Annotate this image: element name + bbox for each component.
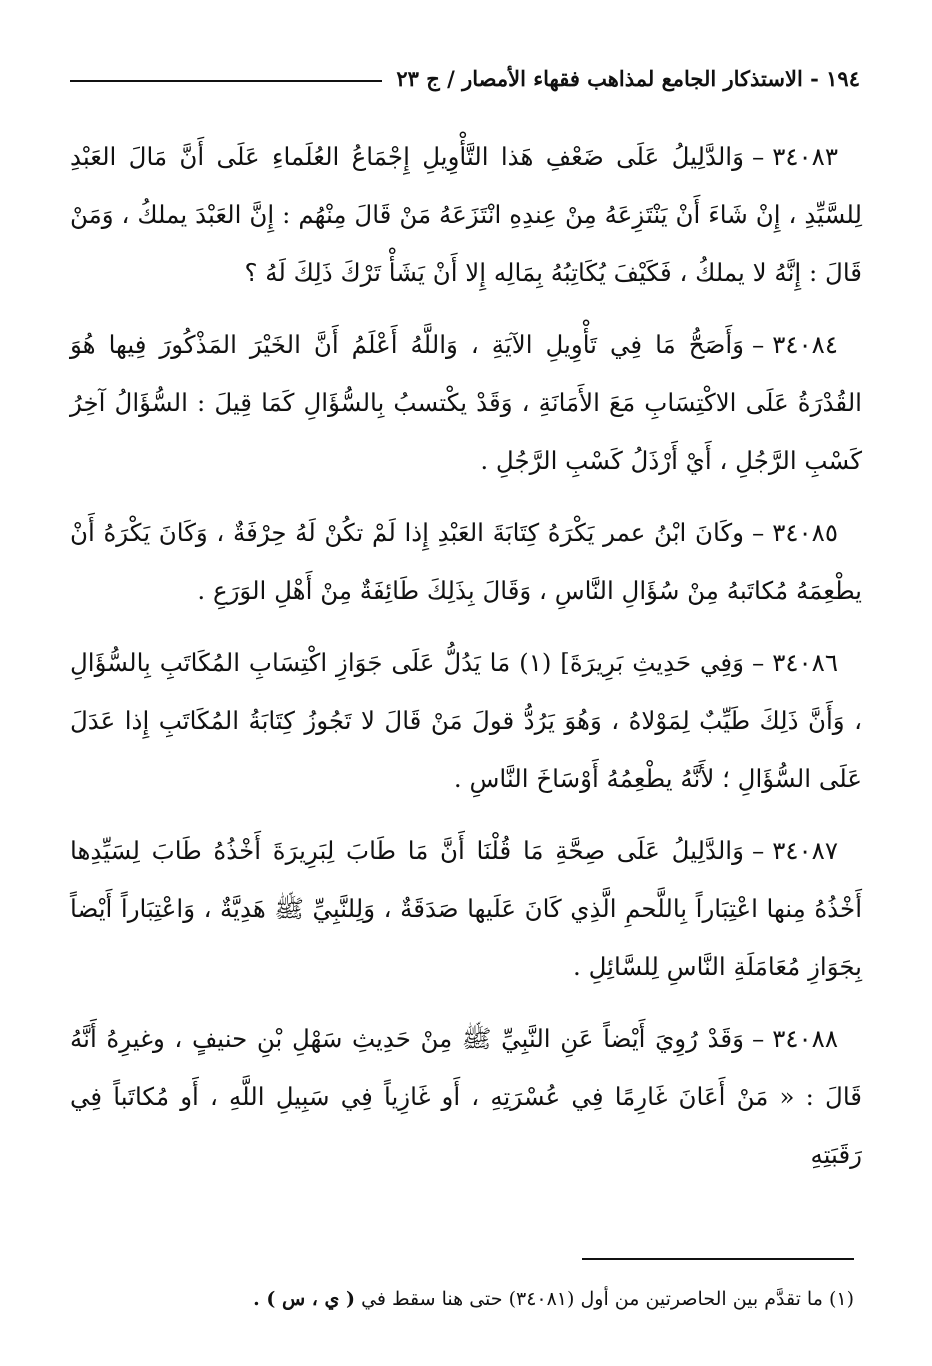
paragraph-34083: [70, 128, 862, 302]
paragraph-number: ٣٤٠٨٨: [772, 1024, 838, 1053]
paragraph-dash: –: [751, 330, 765, 359]
paragraph-number: ٣٤٠٨٥: [772, 518, 838, 547]
paragraph-dash: –: [751, 836, 765, 865]
paragraph-34085: [70, 504, 862, 620]
paragraph-text: وكَانَ ابْنُ عمر يَكْرَهُ كِتَابَةَ العَبْدِ إِذا لَمْ تكُنْ لَهُ حِرْفَةٌ ، وَكَانَ يَكْرَهُ أَنْ يطْعِمَهُ مُكاتَبهُ مِنْ سُؤَالِ النَّاسِ ، وَقَالَ بِذَلِكَ طَائِفَةٌ مِنْ أَهْلِ الوَرَعِ .: [70, 518, 862, 605]
footnote-text: ما تقدَّم بين الحاصرتين من أول (٣٤٠٨١) حتى هنا سقط في: [361, 1288, 823, 1310]
header-rule: [70, 80, 382, 82]
running-title: ١٩٤ - الاستذكار الجامع لمذاهب فقهاء الأمصار / ج ٢٣: [396, 65, 860, 91]
paragraph-34086: [70, 634, 862, 808]
paragraph-number: ٣٤٠٨٣: [772, 142, 838, 171]
paragraph-34084: [70, 316, 862, 490]
running-header: [70, 58, 860, 98]
paragraph-number: ٣٤٠٨٤: [772, 330, 838, 359]
footnote-sigla: ( ي ، س ) .: [253, 1288, 356, 1310]
footnote-marker: (١): [828, 1288, 854, 1310]
paragraph-number: ٣٤٠٨٧: [772, 836, 838, 865]
paragraph-34087: [70, 822, 862, 996]
paragraph-dash: –: [751, 648, 765, 677]
paragraph-text: وَالدَّلِيلُ عَلَى ضَعْفِ هَذا التَّأْوِيلِ إِجْمَاعُ العُلَماءِ عَلَى أَنَّ مَالَ العَبْدِ لِلسَّيِّدِ ، إِنْ شَاءَ أَنْ يَنْتَزِعَهُ مِنْ عِندِهِ انْتَزَعَهُ مَنْ قَالَ مِنْهُم : إِنَّ العَبْدَ يملكُ ، وَمَنْ قَالَ : إِنَّهُ لا يملكُ ، فَكَيْفَ يُكَاتِبُهُ بِمَالِه إِلا أَنْ يَشَأْ تَرْكَ ذَلِكَ لَهُ ؟: [70, 142, 862, 287]
paragraph-text: وَفِي حَدِيثِ بَرِيرَةَ] (١) مَا يَدُلُّ عَلَى جَوَازِ اكْتِسَابِ المُكَاتَبِ بِالسُّؤَالِ ، وَأَنَّ ذَلِكَ طَيِّبٌ لِمَوْلاهُ ، وَهُوَ يَرُدُّ قولَ مَنْ قَالَ لا تَجُوزُ كِتَابَةُ المُكَاتَبِ إِذا عَدَلَ عَلَى السُّؤَالِ ؛ لأَنَّهُ يطْعِمُهُ أَوْسَاخَ النَّاسِ .: [70, 648, 862, 793]
paragraph-dash: –: [751, 518, 765, 547]
paragraph-text: وَقَدْ رُوِيَ أَيْضاً عَنِ النَّبِيِّ ﷺ مِنْ حَدِيثِ سَهْلِ بْنِ حنيفٍ ، وغيرِهُ أَنَّهُ قَالَ : « مَنْ أَعَانَ غَارِمًا فِي عُسْرَتِهِ ، أَو غَازِياً فِي سَبِيلِ اللَّهِ ، أَو مُكاتَباً فِي رَقَبَتِهِ: [70, 1024, 862, 1169]
footnote: [74, 1284, 854, 1314]
footnote-rule: [582, 1258, 854, 1260]
paragraph-34088: [70, 1010, 862, 1184]
paragraph-text: وَأَصَحُّ مَا فِي تَأْوِيلِ الآيَةِ ، وَاللَّهُ أَعْلَمُ أَنَّ الخَيْرَ المَذْكُورَ فِيها هُوَ القُدْرَةُ عَلَى الاكْتِسَابِ مَعَ الأَمَانَةِ ، وَقَدْ يكْتسبُ بِالسُّؤَالِ كَمَا قِيلَ : السُّؤَالُ آخِرُ كَسْبِ الرَّجُلِ ، أَيْ أَرْذَلُ كَسْبِ الرَّجُلِ .: [70, 330, 862, 475]
paragraph-dash: –: [751, 1024, 765, 1053]
paragraph-text: وَالدَّلِيلُ عَلَى صِحَّةِ مَا قُلْنَا أَنَّ مَا طَابَ لِبَرِيرَةَ أَخْذُهُ طَابَ لِسَيِّدِها أَخْذُهُ مِنها اعْتِبَاراً بِاللَّحمِ الَّذِي كَانَ عَلَيها صَدَقَةٌ ، وَلِلنَّبِيِّ ﷺ هَدِيَّةٌ ، وَاعْتِبَاراً أَيْضاً بِجَوَازِ مُعَامَلَةِ النَّاسِ لِلسَّائِلِ .: [70, 836, 862, 981]
body-text: [70, 128, 862, 1198]
paragraph-dash: –: [751, 142, 765, 171]
paragraph-number: ٣٤٠٨٦: [772, 648, 838, 677]
